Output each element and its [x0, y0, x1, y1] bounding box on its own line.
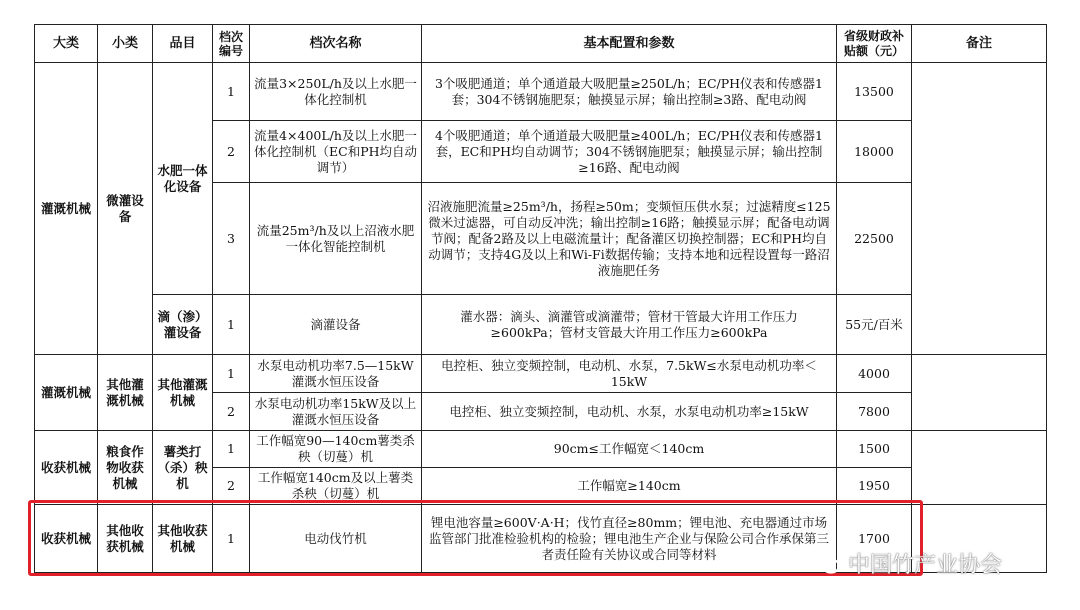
- category-cell: 收获机械: [35, 431, 98, 505]
- grade-name-cell: 滴灌设备: [250, 295, 422, 355]
- category-cell: 收获机械: [35, 505, 98, 573]
- header-grade-no: 档次 编号: [213, 25, 250, 63]
- subsidy-cell: 4000: [837, 355, 912, 393]
- subsidy-cell: 1500: [837, 431, 912, 468]
- grade-name-cell: 水泵电动机功率15kW及以上灌溉水恒压设备: [250, 393, 422, 431]
- grade-no-cell: 1: [213, 63, 250, 121]
- grade-no-cell: 3: [213, 183, 250, 295]
- subsidy-cell: 1700: [837, 505, 912, 573]
- grade-no-cell: 2: [213, 393, 250, 431]
- item-cell: 水肥一体化设备: [153, 63, 213, 295]
- grade-no-cell: 1: [213, 431, 250, 468]
- subsidy-cell: 13500: [837, 63, 912, 121]
- subsidy-cell: 22500: [837, 183, 912, 295]
- header-remarks: 备注: [912, 25, 1047, 63]
- watermark: [812, 548, 1002, 578]
- header-grade-name: 档次名称: [250, 25, 422, 63]
- remarks-cell: [912, 431, 1047, 505]
- header-item: 品目: [153, 25, 213, 63]
- config-cell: 沼液施肥流量≥25m³/h，扬程≥50m；变频恒压供水泵；过滤精度≤125微米过滤器，可自动反冲洗；输出控制≥16路；触摸显示屏；配备电动调节阀；配备2路及以上电磁流量计；配备灌区切换控制器；EC和PH均自动调节；支持4G及以上和Wi-Fi数据传输；支持本地和远程设置每一路沼液施肥任务: [422, 183, 837, 295]
- category-cell: 灌溉机械: [35, 63, 98, 355]
- item-cell: 其他灌溉机械: [153, 355, 213, 431]
- item-cell: 其他收获机械: [153, 505, 213, 573]
- remarks-cell: [912, 355, 1047, 431]
- remarks-cell: [912, 63, 1047, 355]
- subsidy-table: [34, 24, 1047, 573]
- config-cell: 90cm≤工作幅宽＜140cm: [422, 431, 837, 468]
- subcategory-cell: 粮食作物收获机械: [98, 431, 153, 505]
- table-row: [35, 355, 1047, 393]
- config-cell: 灌水器：滴头、滴灌管或滴灌带；管材干管最大许用工作压力≥600kPa；管材支管最大许用工作压力≥600kPa: [422, 295, 837, 355]
- grade-name-cell: 水泵电动机功率7.5—15kW灌溉水恒压设备: [250, 355, 422, 393]
- table-row: [35, 63, 1047, 121]
- config-cell: 4个吸肥通道；单个通道最大吸肥量≥400L/h；EC/PH仪表和传感器1套，EC和PH均自动调节；304不锈钢施肥泵；触摸显示屏；输出控制≥16路、配电动阀: [422, 121, 837, 183]
- config-cell: 工作幅宽≥140cm: [422, 468, 837, 505]
- header-row: [35, 25, 1047, 63]
- header-subcategory: 小类: [98, 25, 153, 63]
- subcategory-cell: 其他灌溉机械: [98, 355, 153, 431]
- wechat-icon: [812, 550, 842, 576]
- grade-name-cell: 流量3×250L/h及以上水肥一体化控制机: [250, 63, 422, 121]
- grade-no-cell: 1: [213, 505, 250, 573]
- grade-no-cell: 1: [213, 295, 250, 355]
- subcategory-cell: 其他收获机械: [98, 505, 153, 573]
- grade-no-cell: 1: [213, 355, 250, 393]
- subsidy-cell: 7800: [837, 393, 912, 431]
- subsidy-cell: 18000: [837, 121, 912, 183]
- grade-name-cell: 流量25m³/h及以上沼液水肥一体化智能控制机: [250, 183, 422, 295]
- subsidy-cell: 1950: [837, 468, 912, 505]
- subcategory-cell: 微灌设备: [98, 63, 153, 355]
- header-config: 基本配置和参数: [422, 25, 837, 63]
- grade-no-cell: 2: [213, 121, 250, 183]
- highlight-box: [28, 500, 923, 576]
- grade-no-cell: 2: [213, 468, 250, 505]
- config-cell: 锂电池容量≥600V·A·H；伐竹直径≥80mm；锂电池、充电器通过市场监管部门批准检验机构的检验；锂电池生产企业与保险公司合作承保第三者责任险有关协议或合同等材料: [422, 505, 837, 573]
- item-cell: 滴（渗）灌设备: [153, 295, 213, 355]
- item-cell: 薯类打（杀）秧机: [153, 431, 213, 505]
- category-cell: 灌溉机械: [35, 355, 98, 431]
- config-cell: 3个吸肥通道；单个通道最大吸肥量≥250L/h；EC/PH仪表和传感器1套；304不锈钢施肥泵；触摸显示屏；输出控制≥3路、配电动阀: [422, 63, 837, 121]
- config-cell: 电控柜、独立变频控制，电动机、水泵，7.5kW≤水泵电动机功率＜15kW: [422, 355, 837, 393]
- config-cell: 电控柜、独立变频控制，电动机、水泵，水泵电动机功率≥15kW: [422, 393, 837, 431]
- table-row: [35, 431, 1047, 468]
- table-row: [35, 295, 1047, 355]
- grade-name-cell: 流量4×400L/h及以上水肥一体化控制机（EC和PH均自动调节）: [250, 121, 422, 183]
- subsidy-cell: 55元/百米: [837, 295, 912, 355]
- header-category: 大类: [35, 25, 98, 63]
- grade-name-cell: 工作幅宽90—140cm薯类杀秧（切蔓）机: [250, 431, 422, 468]
- grade-name-cell: 电动伐竹机: [250, 505, 422, 573]
- header-subsidy: 省级财政补 贴额（元）: [837, 25, 912, 63]
- watermark-text: 中国竹产业协会: [848, 552, 1003, 578]
- grade-name-cell: 工作幅宽140cm及以上薯类杀秧（切蔓）机: [250, 468, 422, 505]
